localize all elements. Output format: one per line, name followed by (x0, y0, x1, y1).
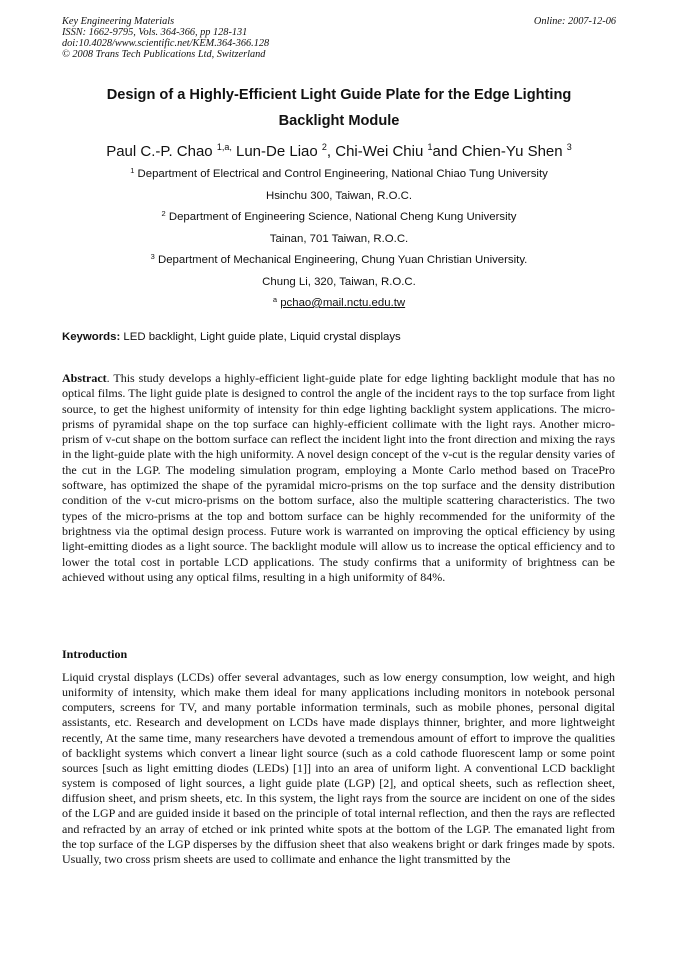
author-3-superscript: 1 (427, 142, 433, 152)
author-4-name: and Chien-Yu Shen (432, 143, 567, 160)
affiliation-2-superscript: 2 (161, 209, 166, 218)
abstract (62, 371, 615, 585)
introduction-heading: Introduction (62, 647, 128, 661)
affiliation-3-superscript: 3 (150, 252, 155, 261)
affiliation-2-line-1 (60, 210, 618, 224)
author-list (40, 142, 638, 162)
affiliation-1-line-2: Hsinchu 300, Taiwan, R.O.C. (265, 190, 413, 202)
affiliation-2-text: Department of Engineering Science, National Cheng Kung University (165, 211, 517, 223)
keywords-label: Keywords: (62, 331, 121, 343)
affiliation-1-text: Department of Electrical and Control Engineering, National Chiao Tung University (134, 168, 548, 180)
author-2-superscript: 2 (321, 142, 327, 152)
email-line (60, 296, 618, 310)
author-3-name: , Chi-Wei Chiu (326, 143, 428, 160)
email-superscript: a (272, 295, 278, 304)
title-line-1: Design of a Highly-Efficient Light Guide Plate for the Edge Lighting (106, 87, 572, 103)
affiliation-1-superscript: 1 (130, 166, 135, 175)
doi-line: doi:10.4028/www.scientific.net/KEM.364-366.128 (62, 38, 270, 49)
introduction-paragraph: Liquid crystal displays (LCDs) offer several advantages, such as low energy consumption, low weight, and high uniformity of intensity, which make them ideal for many applications including monitors in notebook personal computers, screens for TV, and many portable information terminals, such as mobile phones, personal digital assistants, etc. Research and development on LCDs have made displays thinner, brighter, and more lightweight recently, At the same time, many researchers have devoted a tremendous amount of effort to improve the qualities of backlight systems which convert a linear light source (such as a cold cathode fluorescent lamp or some point sources [such as light emitting diodes (LEDs) [1]] into an area of uniform light. A conventional LCD backlight system is composed of light sources, a light guide plate (LGP) [2], and optical sheets, such as reflection sheet, diffusion sheet, and prism sheets, etc. In this system, the light rays from the source are incident on one of the sides of the LGP and are guided inside it based on the principle of total internal reflection, and then the rays are reflected and refracted by an array of etched or ink printed white spots at the bottom of the LGP. The emanated light from the top surface of the LGP disperses by the diffusion sheet that also weakens bright or dark fringes made by spots. Usually, two cross prism sheets are used to collimate and enhance the light transmitted by the (62, 670, 615, 866)
journal-name: Key Engineering Materials (62, 16, 175, 27)
paper-title (60, 82, 618, 134)
affiliation-2-line-2: Tainan, 701 Taiwan, R.O.C. (269, 233, 409, 245)
abstract-label: Abstract (62, 371, 107, 385)
copyright-line: © 2008 Trans Tech Publications Ltd, Switzerland (62, 49, 266, 60)
online-date: Online: 2007-12-06 (533, 16, 616, 27)
author-1-superscript: 1,a, (216, 142, 232, 152)
title-line-2: Backlight Module (278, 113, 400, 129)
issn-line: ISSN: 1662-9795, Vols. 364-366, pp 128-131 (62, 27, 248, 38)
affiliation-3-line-1 (60, 253, 618, 267)
keywords (62, 330, 618, 344)
author-1-name: Paul C.-P. Chao (106, 143, 217, 160)
keywords-text: LED backlight, Light guide plate, Liquid crystal displays (120, 331, 401, 343)
affiliation-3-text: Department of Mechanical Engineering, Chung Yuan Christian University. (154, 254, 528, 266)
journal-header (62, 16, 616, 60)
citation-block (62, 16, 616, 60)
affiliation-1-line-1 (60, 167, 618, 181)
abstract-text: . This study develops a highly-efficient light-guide plate for edge lighting backlight module that has no optical films. The light guide plate is designed to control the angle of the incident rays to the top surface from light source, to get the highest uniformity of intensity for thin edge lighting backlight system applications. The micro-prisms of pyramidal shape on the top surface can highly-efficient collimate with the light rays. Another micro-prism of v-cut shape on the bottom surface can reflect the incident light into the front direction and mixing the rays in the light-guide plate with the high uniformity. A novel design concept of the v-cut is the regular density varies of the cut in the LGP. The modeling simulation program, employing a Monte Carlo method based on TracePro software, has optimized the shape of the pyramidal micro-prisms on the top surface and the density distribution condition of the v-cut micro-prisms on the bottom surface, also the multiple scattering characteristics. The two types of the micro-prisms at the top and bottom surface can be highly recommended for the uniformity of the brightness via the optimal design process. Future work is warranted on improving the optical efficiency by using light-emitting diodes as a light source. The backlight module will allow us to increase the optical efficiency and to lower the total cost in portable LCD applications. The study confirms that a uniformity of brightness can be achieved without using any optical films, resulting in a high uniformity of 84%. (62, 371, 615, 584)
author-2-name: Lun-De Liao (231, 143, 322, 160)
email-link[interactable]: pchao@mail.nctu.edu.tw (280, 297, 406, 309)
author-4-superscript: 3 (566, 142, 572, 152)
affiliation-3-line-2: Chung Li, 320, Taiwan, R.O.C. (262, 276, 416, 288)
